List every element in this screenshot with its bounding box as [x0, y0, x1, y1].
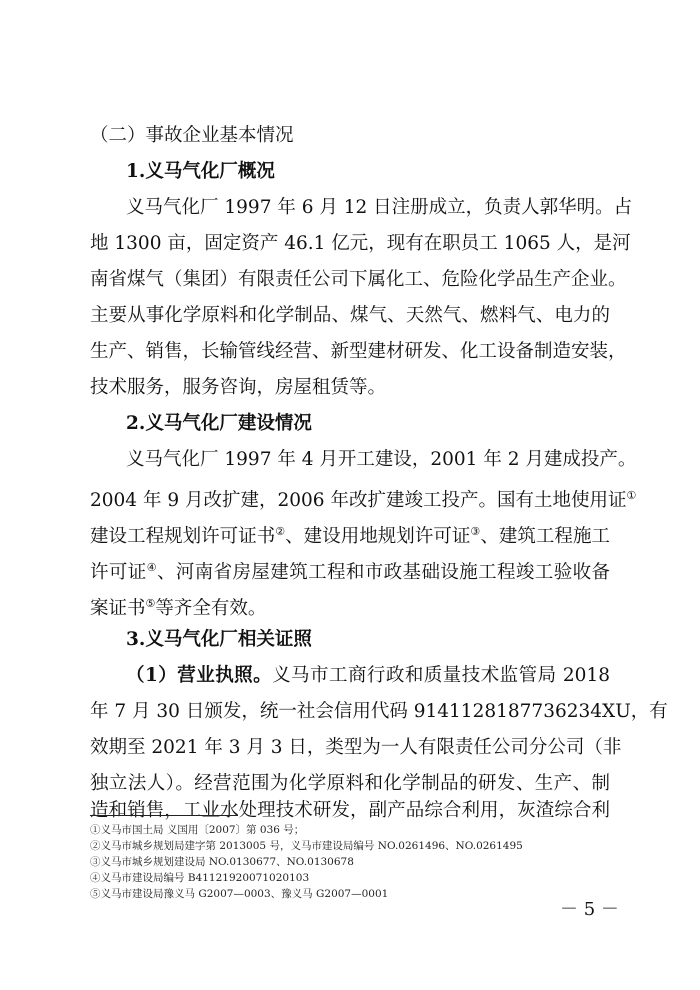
- paragraph-line: [90, 484, 637, 513]
- paragraph-line: 南省煤气（集团）有限责任公司下属化工、危险化学品生产企业。: [90, 269, 627, 290]
- paragraph-line: 年 7 月 30 日颁发，统一社会信用代码 9141128187736234XU，有: [90, 701, 668, 722]
- paragraph-text: 许可证: [90, 562, 147, 584]
- footnote: ②义马市城乡规划局建字第 2013005 号，义马市建设局编号 NO.0261496、NO.0261495: [90, 840, 523, 852]
- paragraph-line: [90, 520, 610, 549]
- footnote-divider: [90, 815, 238, 816]
- paragraph-line: 生产、销售，长输管线经营、新型建材研发、化工设备制造安装，: [90, 341, 627, 362]
- paragraph-text: 等齐全有效。: [155, 598, 267, 620]
- paragraph-text: 案证书: [90, 598, 146, 620]
- paragraph-text: 、建设用地规划许可证: [285, 526, 471, 548]
- paragraph-line: 技术服务，服务咨询，房屋租赁等。: [90, 377, 387, 398]
- footnote-ref: ④: [146, 561, 157, 574]
- paragraph-line: 主要从事化学原料和化学制品、煤气、天然气、燃料气、电力的: [90, 305, 610, 326]
- paragraph-line: [90, 592, 610, 621]
- license-label: （1）营业执照。: [126, 665, 273, 686]
- footnote-ref: ③: [470, 525, 481, 538]
- paragraph-text: 义马市工商行政和质量技术监管局 2018: [272, 665, 610, 686]
- heading-licenses: 3.义马气化厂相关证照: [126, 629, 312, 650]
- paragraph-text: 建设工程规划许可证书: [90, 526, 276, 548]
- page-number: － 5 －: [560, 899, 619, 920]
- paragraph-line: [126, 664, 610, 688]
- paragraph-text: 、建筑工程施工: [480, 526, 610, 548]
- paragraph-line: 义马气化厂 1997 年 6 月 12 日注册成立，负责人郭华明。占: [126, 197, 633, 218]
- paragraph-line: 地 1300 亩，固定资产 46.1 亿元，现有在职员工 1065 人，是河: [90, 233, 631, 254]
- section-heading: （二）事故企业基本情况: [90, 125, 294, 146]
- heading-overview: 1.义马气化厂概况: [126, 161, 275, 182]
- footnote: ③义马市城乡规划建设局 NO.0130677、NO.0130678: [90, 856, 354, 868]
- heading-construction: 2.义马气化厂建设情况: [126, 413, 312, 434]
- paragraph-text: 、河南省房屋建筑工程和市政基础设施工程竣工验收备: [156, 562, 610, 584]
- paragraph-line: [90, 556, 610, 585]
- paragraph-line: 独立法人）。经营范围为化学原料和化学制品的研发、生产、制: [90, 773, 610, 794]
- paragraph-line: 造和销售，工业水处理技术研发，副产品综合利用，灰渣综合利: [90, 800, 610, 821]
- footnote-ref: ⑤: [145, 597, 156, 610]
- footnote-ref: ②: [275, 525, 286, 538]
- footnote: ⑤义马市建设局豫义马 G2007—0003、豫义马 G2007—0001: [90, 888, 389, 900]
- paragraph-text: 2004 年 9 月改扩建，2006 年改扩建竣工投产。国有土地使用证: [90, 490, 627, 512]
- paragraph-line: 义马气化厂 1997 年 4 月开工建设，2001 年 2 月建成投产。: [126, 449, 637, 470]
- footnote: ④义马市建设局编号 B41121920071020103: [90, 872, 310, 884]
- footnote-ref: ①: [626, 489, 637, 502]
- footnote: ①义马市国土局 义国用〔2007〕第 036 号；: [90, 824, 305, 836]
- paragraph-line: 效期至 2021 年 3 月 3 日，类型为一人有限责任公司分公司（非: [90, 737, 622, 758]
